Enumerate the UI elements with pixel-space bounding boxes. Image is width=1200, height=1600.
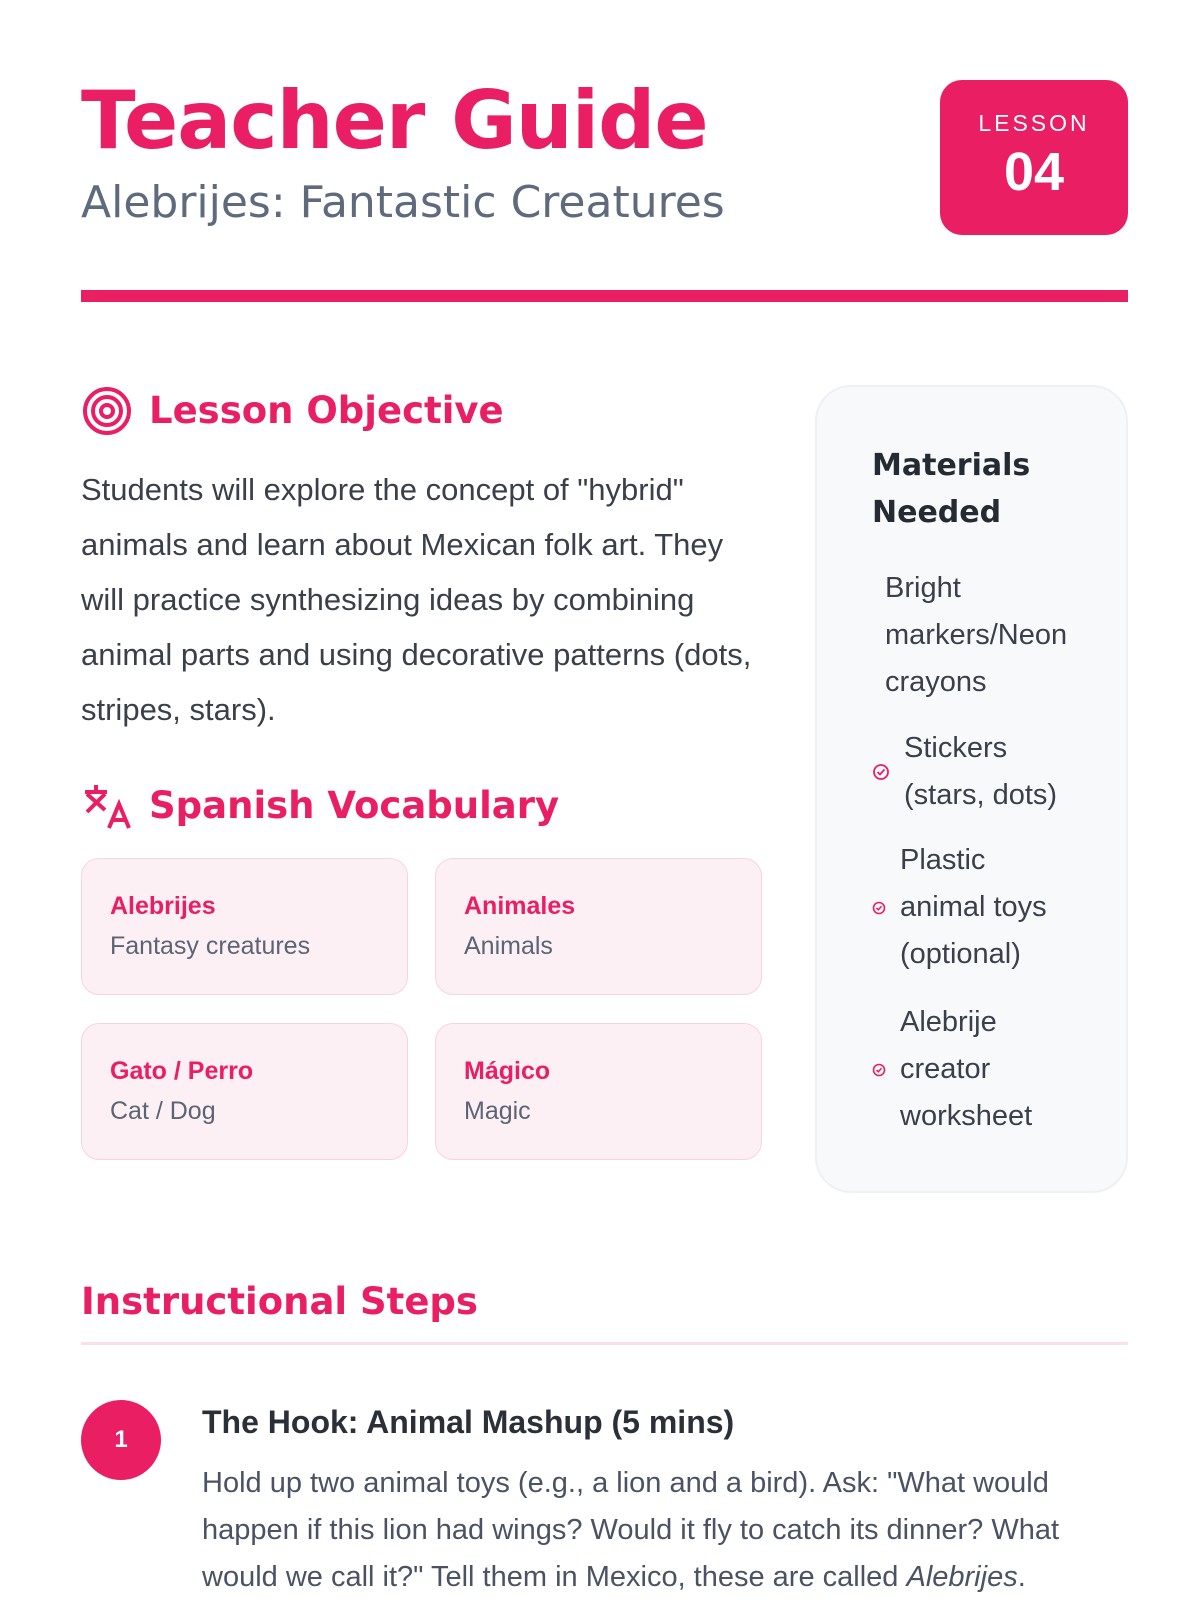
vocab-term: Alebrijes xyxy=(110,892,216,920)
check-circle-icon xyxy=(872,1063,886,1077)
materials-item-label: Alebrije creator worksheet xyxy=(900,1006,1033,1132)
materials-item-label: Plastic animal toys (optional) xyxy=(900,844,1047,970)
lesson-label: LESSON xyxy=(978,110,1090,136)
step-text-main: Hold up two animal toys (e.g., a lion and a bird). Ask: "What would happen if this lion had wings? Would it fly to catch its dinner? What would we call it?" Tell them in Mexico, these are called xyxy=(202,1467,1060,1593)
materials-item xyxy=(872,999,1102,1140)
check-circle-icon xyxy=(872,763,890,781)
steps-heading: Instructional Steps xyxy=(81,1280,478,1323)
materials-item-label: Stickers (stars, dots) xyxy=(904,732,1058,811)
vocabulary-grid xyxy=(81,858,762,1160)
vocab-meaning: Fantasy creatures xyxy=(110,932,311,960)
materials-item xyxy=(885,565,1095,706)
translate-icon xyxy=(81,780,133,832)
target-icon xyxy=(81,385,133,437)
check-circle-icon xyxy=(872,901,886,915)
vocab-meaning: Cat / Dog xyxy=(110,1097,216,1125)
vocab-meaning: Animals xyxy=(464,932,553,960)
header-divider xyxy=(81,290,1128,302)
objective-text: Students will explore the concept of "hybrid" animals and learn about Mexican folk art. They will practice synthesizing ideas by combining animal parts and using decorative patterns (dots, stripes, stars). xyxy=(81,472,752,727)
page-header xyxy=(81,74,1128,230)
step-text-emphasis: Alebrijes xyxy=(906,1561,1018,1593)
steps-divider xyxy=(81,1342,1128,1345)
vocab-card xyxy=(81,858,408,995)
vocab-card xyxy=(81,1023,408,1160)
materials-item xyxy=(872,725,1107,819)
objective-heading xyxy=(81,385,504,437)
step-text xyxy=(202,1460,1128,1600)
vocab-term: Mágico xyxy=(464,1057,551,1085)
step-number: 1 xyxy=(81,1400,161,1480)
step-text-end: . xyxy=(1017,1561,1026,1593)
step-item xyxy=(81,1400,1128,1600)
vocab-term: Animales xyxy=(464,892,576,920)
materials-title: Materials Needed xyxy=(872,448,1031,530)
page-subtitle: Alebrijes: Fantastic Creatures xyxy=(81,177,725,228)
vocabulary-heading xyxy=(81,780,559,832)
vocab-card xyxy=(435,858,762,995)
vocab-meaning: Magic xyxy=(464,1097,531,1125)
step-title: The Hook: Animal Mashup (5 mins) xyxy=(202,1404,735,1440)
vocab-card xyxy=(435,1023,762,1160)
vocab-term: Gato / Perro xyxy=(110,1057,254,1085)
materials-item xyxy=(872,837,1102,978)
lesson-number: 04 xyxy=(1003,142,1065,202)
page-title: Teacher Guide xyxy=(81,74,708,167)
lesson-badge xyxy=(940,80,1128,235)
vocabulary-heading-label: Spanish Vocabulary xyxy=(149,784,560,827)
materials-panel xyxy=(815,385,1128,1193)
objective-heading-label: Lesson Objective xyxy=(149,389,504,432)
materials-item-label: Bright markers/Neon crayons xyxy=(885,572,1068,698)
